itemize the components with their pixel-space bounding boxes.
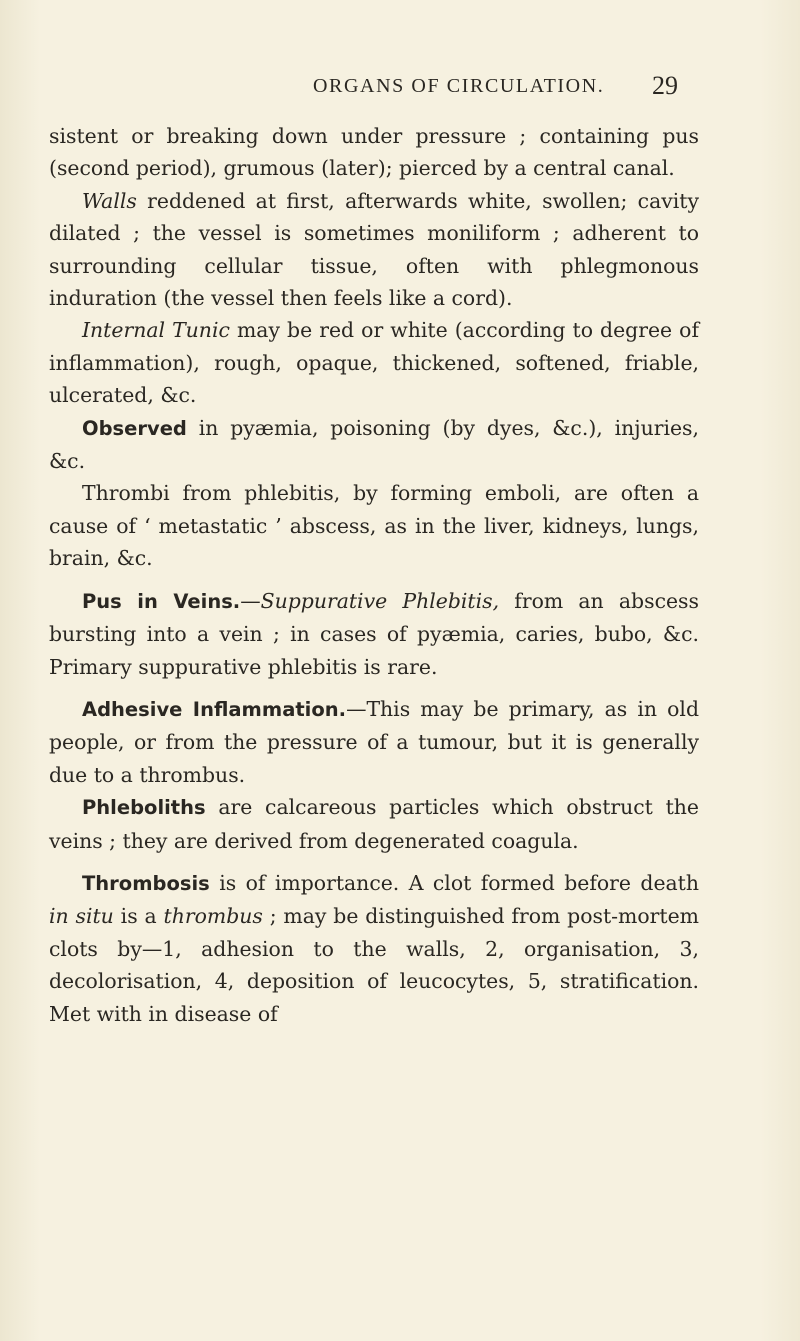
paragraph-internal-tunic [49,314,699,411]
running-head: ORGANS OF CIRCULATION. [313,75,605,97]
text-run: from an abscess bursting into a vein ; in cases of pyæmia, caries, bubo, &c. Primary suppurative phlebitis is rare. [49,588,699,679]
text-run: in pyæmia, poisoning (by dyes, &c.), injuries, &c. [49,415,699,474]
text-run: Thrombi from phlebitis, by forming emboli, are often a cause of ‘ metastatic ’ abscess, as in the liver, kidneys, lungs, brain, &c. [49,481,699,571]
bold-lead: Pus in Veins. [82,589,241,613]
bold-lead: Observed [82,416,187,440]
body-text [49,120,699,1030]
text-run: ; may be distinguished from post-mortem clots by—1, adhesion to the walls, 2, organisation, 3, decolorisation, 4, deposition of leucocytes, 5, stratification. Met with in disease of [49,904,699,1026]
paragraph-thrombi [49,477,699,574]
italic-term: Internal Tunic [82,318,230,343]
paragraph-phleboliths [49,791,699,857]
page-header [0,68,800,104]
page-number: 29 [652,71,678,100]
italic-term: Walls [82,188,137,213]
text-run: is of importance. A clot formed before death [209,870,699,895]
paragraph-observed [49,412,699,478]
paragraph-thrombosis [49,867,699,1030]
bold-lead: Adhesive Inflammation. [82,697,347,721]
bold-lead: Thrombosis [82,871,210,895]
text-run: sistent or breaking down under pressure ; containing pus (second period), grumous (later); pierced by a central canal. [49,124,699,181]
italic-term: thrombus [163,904,263,929]
text-run: — [240,588,261,613]
italic-term: Suppurative Phlebitis, [260,588,500,613]
italic-term: in situ [49,904,114,929]
text-run: may be red or white (according to degree of inflammation), rough, opaque, thickened, softened, friable, ulcerated, &c. [49,318,699,408]
text-run: reddened at first, afterwards white, swollen; cavity dilated ; the vessel is sometimes moniliform ; adherent to surrounding cellular tissue, often with phlegmonous induration (the vessel then feels like a cord). [49,188,699,311]
bold-lead: Phleboliths [82,796,206,820]
paragraph-adhesive-inflammation [49,693,699,791]
text-run: are calcareous particles which obstruct the veins ; they are derived from degenerated coagula. [49,795,699,853]
text-run: is a [113,904,164,929]
paragraph-walls [49,185,699,315]
paragraph-continuation [49,120,699,185]
paragraph-pus-in-veins [49,585,699,683]
text-run: —This may be primary, as in old people, or from the pressure of a tumour, but it is generally due to a thrombus. [49,696,700,787]
